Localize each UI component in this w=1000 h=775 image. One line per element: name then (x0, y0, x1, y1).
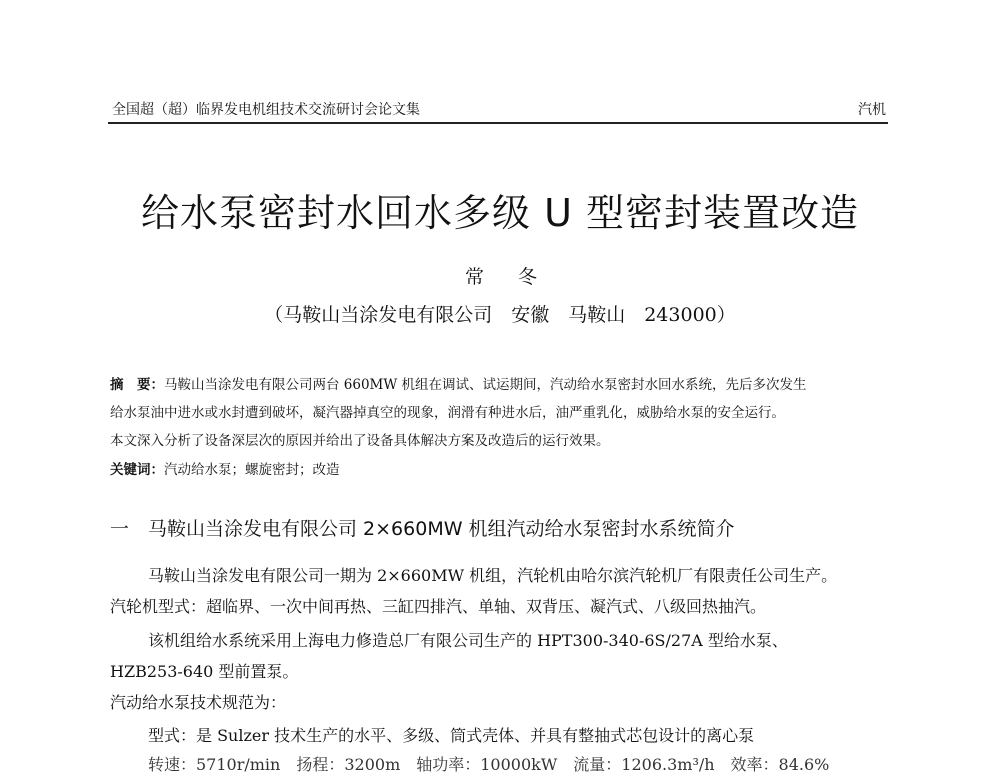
header-divider (108, 122, 888, 124)
abstract-line: 给水泵油中进水或水封遭到破坏，凝汽器掉真空的现象，润滑有种进水后，油严重乳化，威胁给水泵的安全运行。 (110, 405, 785, 421)
section-heading (110, 514, 735, 541)
running-header-left: 全国超（超）临界发电机组技术交流研讨会论文集 (112, 102, 420, 118)
body-text-line: 汽轮机型式：超临界、一次中间再热、三缸四排汽、单轴、双背压、凝汽式、八级回热抽汽。 (110, 597, 767, 616)
section-number: 一 (110, 518, 130, 540)
body-text-line: HZB253-640 型前置泵。 (110, 662, 299, 681)
section-title: 马鞍山当涂发电有限公司 2×660MW 机组汽动给水泵密封水系统简介 (148, 518, 735, 540)
keywords-text: 汽动给水泵；螺旋密封；改造 (164, 462, 340, 478)
abstract-line: 本文深入分析了设备深层次的原因并给出了设备具体解决方案及改造后的运行效果。 (110, 433, 610, 449)
body-text-line: 马鞍山当涂发电有限公司一期为 2×660MW 机组，汽轮机由哈尔滨汽轮机厂有限责任公司生产。 (148, 566, 838, 585)
keywords-label: 关键词： (110, 462, 164, 478)
author-name: 常 冬 (464, 266, 552, 288)
abstract-line (110, 373, 807, 393)
running-header-right: 汽机 (858, 102, 886, 118)
body-text-line: 该机组给水系统采用上海电力修造总厂有限公司生产的 HPT300-340-6S/27A 型给水泵、 (148, 631, 788, 650)
keywords-line (110, 458, 340, 478)
body-text-line-cut-off: 转速：5710r/min 扬程：3200m 轴功率：10000kW 流量：1206.3m³/h 效率：84.6% (148, 755, 830, 774)
paper-title: 给水泵密封水回水多级 U 型密封装置改造 (141, 191, 859, 235)
abstract-label: 摘 要： (110, 377, 164, 393)
abstract-text: 马鞍山当涂发电有限公司两台 660MW 机组在调试、试运期间，汽动给水泵密封水回水系统，先后多次发生 (164, 377, 807, 393)
body-text-line: 汽动给水泵技术规范为： (110, 693, 287, 712)
body-text-line: 型式：是 Sulzer 技术生产的水平、多级、筒式壳体、并具有整抽式芯包设计的离心泵 (148, 726, 755, 745)
author-affiliation: （马鞍山当涂发电有限公司 安徽 马鞍山 243000） (264, 304, 736, 326)
